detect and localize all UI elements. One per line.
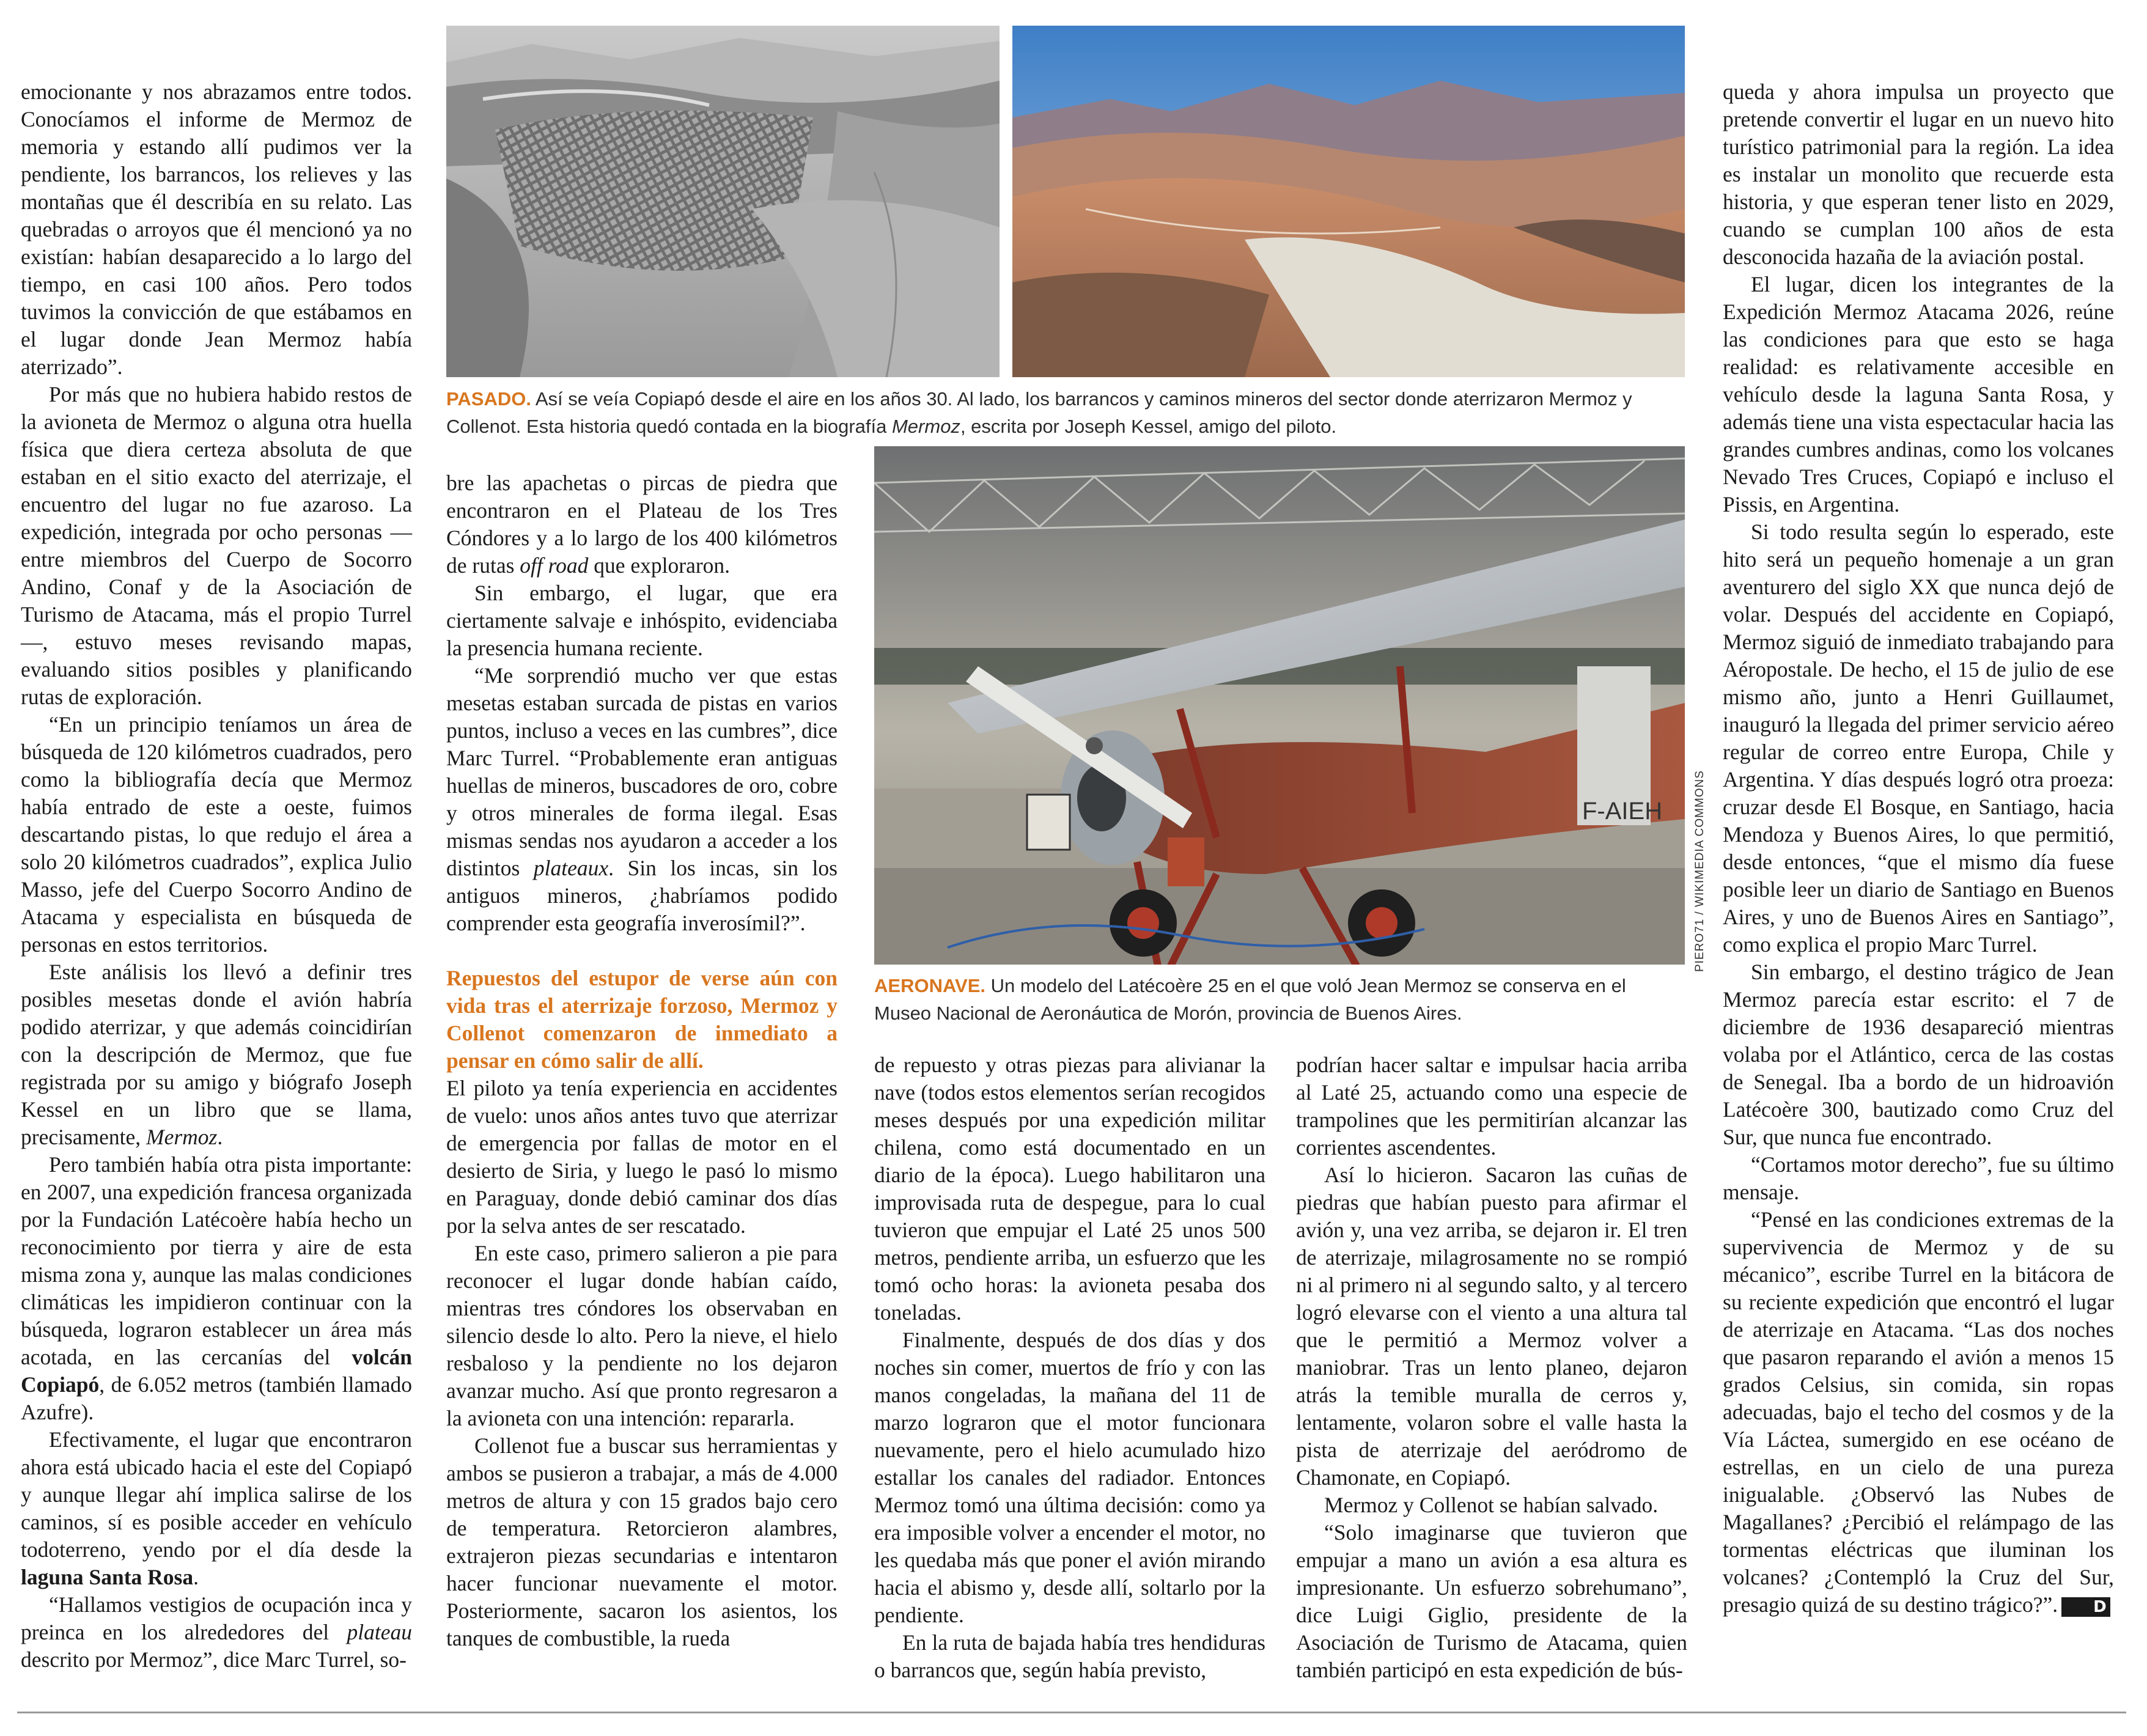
article-column-2 [446,469,838,1652]
article-column-5 [1723,78,2114,1619]
mountain-landscape-photo [1012,26,1685,377]
paragraph: “Me sorprendió mucho ver que estas mesetas estaban surcada de pistas en varios puntos, incluso a veces en las cumbres”, dice Marc Turrel. “Probablemente eran antiguas huellas de mineros, buscadores de oro, cobre y otros minerales de forma ilegal. Esas mismas sendas nos ayudaron a acceder a los distintos plateaux. Sin los incas, sin los antiguos mineros, ¿habríamos podido comprender esta geografía inverosímil?”. [446,663,838,935]
paragraph: Efectivamente, el lugar que encontraron ahora está ubicado hacia el este del Copiapó y aunque llegar ahí implica salirse de los caminos, sí es posible acceder en vehículo todoterreno, yendo por el día desde la laguna Santa Rosa. [21,1427,412,1589]
paragraph: emocionante y nos abrazamos entre todos. Conocíamos el informe de Mermoz de memoria y estando allí pudimos ver la pendiente, los barrancos, los relieves y las montañas que él describía en su relato. Las quebradas o arroyos que él mencionó ya no existían: habían desaparecido a lo largo del tiempo, en casi 100 años. Pero todos tuvimos la convicción de que estábamos en el lugar donde Jean Mermoz había aterrizado”. [21,79,412,379]
paragraph: “Solo imaginarse que tuvieron que empujar a mano un avión a esa altura es impresionante. Un esfuerzo sobrehumano”, dice Luigi Giglio, presidente de la Asociación de Turismo de Atacama, quien también participó en esta expedición de bús- [1296,1520,1687,1682]
paragraph: Collenot fue a buscar sus herramientas y ambos se pusieron a trabajar, a más de 4.000 metros de altura y con 15 grados bajo cero de temperatura. Retorcieron alambres, extrajeron piezas secundarias e intentaron hacer funcionar nuevamente el motor. Posteriormente, sacaron los asientos, los tanques de combustible, la rueda [446,1433,838,1650]
plane-photo-illustration [874,446,1685,965]
paragraph: podrían hacer saltar e impulsar hacia arriba al Laté 25, actuando como una especie de trampolines que les permitirían alcanzar las corrientes ascendentes. [1296,1053,1687,1160]
paragraph: Este análisis los llevó a definir tres posibles mesetas donde el avión habría podido aterrizar, y que además coincidirían con la descripción de Mermoz, que fue registrada por su amigo y biógrafo Joseph Kessel en un libro que se llama, precisamente, Mermoz. [21,960,412,1149]
book-title: Mermoz [146,1125,218,1149]
article-column-4 [1296,1051,1687,1684]
caption-label: AERONAVE. [874,975,986,996]
paragraph: “Pensé en las condiciones extremas de la supervivencia de Mermoz y de su mécanico”, escribe Turrel en la bitácora de su reciente expedición que encontró el lugar de aterrizaje en Atacama. “Las dos noches que pasaron reparando el avión a menos 15 grados Celsius, sin comida, sin ropas adecuadas, bajo el techo del cosmos y de la Vía Láctea, sumergido en ese océano de estrellas, en un cielo de una pureza inigualable. ¿Observó las Nubes de Magallanes? ¿Percibió el relámpago de las tormentas eléctricas que iluminan los volcanes? ¿Contempló la Cruz del Sur, presagio quizá de su destino trágico?”. D [1723,1207,2114,1617]
paragraph: Si todo resulta según lo esperado, este hito será un pequeño homenaje a un gran aventurero del siglo XX que nunca dejó de volar. Después del accidente en Copiapó, Mermoz siguió de inmediato trabajando para Aéropostale. De hecho, el 15 de julio de ese mismo año, junto a Henri Guillaumet, inauguró la llegada del primer servicio aéreo regular de correo entre Europa, Chile y Argentina. Y días después logró otra proeza: cruzar desde El Bosque, en Santiago, hacia Mendoza y Buenos Aires, lo que permitió, desde entonces, “que el mismo día fuese posible leer un diario de Santiago en Buenos Aires, y uno de Buenos Aires en Santiago”, como explica el propio Marc Turrel. [1723,520,2114,957]
paragraph: Sin embargo, el lugar, que era ciertamente salvaje e inhóspito, evidenciaba la presencia humana reciente. [446,581,838,660]
latecoere-plane-photo [874,446,1685,965]
paragraph: Finalmente, después de dos días y dos noches sin comer, muertos de frío y con las manos congeladas, la mañana del 11 de marzo lograron que el motor funcionara nuevamente, pero el hielo acumulado hizo estallar los canales del radiador. Entonces Mermoz tomó una última decisión: como ya era imposible volver a encender el motor, no les quedaba más que poner el avión mirando hacia el abismo y, desde allí, soltarlo por la pendiente. [874,1328,1265,1627]
photo-caption-plane: AERONAVE. Un modelo del Latécoère 25 en el que voló Jean Mermoz se conserva en el Museo Nacional de Aeronáutica de Morón, provincia de Buenos Aires. [874,975,1626,1024]
caption-label: PASADO. [446,388,531,410]
paragraph: de repuesto y otras piezas para alivianar la nave (todos estos elementos serían recogidos meses después por una expedición militar chilena, como está documentado en un diario de la época). Luego habilitaron una improvisada ruta de despegue, para lo cual tuvieron que empujar el Laté 25 unos 500 metros, pendiente arriba, un esfuerzo que les tomó ocho horas: la avioneta pesaba dos toneladas. [874,1053,1265,1325]
paragraph: Mermoz y Collenot se habían salvado. [1324,1493,1659,1517]
photo-caption-top: PASADO. Así se veía Copiapó desde el aire en los años 30. Al lado, los barrancos y caminos mineros del sector donde aterrizaron Mermoz y Collenot. Esta historia quedó contada en la biografía Mermoz, escrita por Joseph Kessel, amigo del piloto. [446,388,1632,437]
paragraph: El piloto ya tenía experiencia en accidentes de vuelo: unos años antes tuvo que aterrizar de emergencia por fallas de motor en el desierto de Siria, y luego le pasó lo mismo en Paraguay, donde debió caminar dos días por la selva antes de ser rescatado. [446,1076,838,1238]
paragraph: bre las apachetas o pircas de piedra que encontraron en el Plateau de los Tres Cóndores y a lo largo de los 400 kilómetros de rutas off road que exploraron. [446,471,838,578]
paragraph: Por más que no hubiera habido restos de la avioneta de Mermoz o alguna otra huella física que diera certeza absoluta de que estaban en el sitio exacto del aterrizaje, el encuentro del lugar no fue azaroso. La expedición, integrada por ocho personas —entre miembros del Cuerpo de Socorro Andino, Conaf y de la Asociación de Turismo de Atacama, más el propio Turrel—, estuvo meses revisando mapas, evaluando sitios posibles y planificando rutas de exploración. [21,382,412,709]
paragraph: El lugar, dicen los integrantes de la Expedición Mermoz Atacama 2026, reúne las condiciones para que esto se haga realidad: es relativamente accesible en vehículo desde la laguna Santa Rosa, y además tiene una vista espectacular hacia las grandes cumbres andinas, como los volcanes Nevado Tres Cruces, Copiapó e incluso el Pissis, en Argentina. [1723,272,2114,517]
paragraph: En la ruta de bajada había tres hendiduras o barrancos que, según había previsto, [874,1630,1265,1682]
paragraph: queda y ahora impulsa un proyecto que pretende convertir el lugar en un nuevo hito turístico patrimonial para la región. La idea es instalar un monolito que recuerde esta historia, y que esperan tener listo en 2029, cuando se cumplan 100 años de esta desconocida hazaña de la aviación postal. [1723,79,2114,269]
pull-quote: Repuestos del estupor de verse aún con vida tras el aterrizaje forzoso, Mermoz y Collenot comenzaron de inmediato a pensar en cómo salir de allí. [446,966,838,1073]
paragraph: Así lo hicieron. Sacaron las cuñas de piedras que habían puesto para afirmar el avión y, una vez arriba, se dejaron ir. El tren de aterrizaje, milagrosamente no se rompió ni al primero ni al segundo salto, y al tercero logró elevarse con el viento a una altura tal que le permitió a Mermoz volver a maniobrar. Tras un lento planeo, dejaron atrás la temible muralla de cerros y, lentamente, volaron sobre el valle hasta la pista de aterrizaje del aeródromo de Chamonate, en Copiapó. [1296,1163,1687,1490]
paragraph: “Hallamos vestigios de ocupación inca y preinca en los alrededores del plateau descrito por Mermoz”, dice Marc Turrel, so- [21,1592,412,1672]
paragraph: “En un principio teníamos un área de búsqueda de 120 kilómetros cuadrados, pero como la bibliografía decía que Mermoz había entrado de este a oeste, fuimos descartando pistas, lo que redujo el área a solo 20 kilómetros cuadrados”, explica Julio Masso, jefe del Cuerpo Socorro Andino de Atacama y especialista en búsqueda de personas en estos territorios. [21,712,412,957]
article-column-3 [874,1051,1265,1684]
plane-registration: F-AIEH [1582,798,1663,825]
aerial-photo-illustration [446,26,1000,377]
paragraph: Sin embargo, el destino trágico de Jean Mermoz parecía estar escrito: el 7 de diciembre de 1936 desapareció mientras volaba por el Atlántico, cerca de las costas de Senegal. Iba a bordo de un hidroavión Latécoère 300, bautizado como Cruz del Sur, que nunca fue encontrado. [1723,960,2114,1149]
paragraph: En este caso, primero salieron a pie para reconocer el lugar donde habían caído, mientras tres cóndores los observaban en silencio desde lo alto. Pero la nieve, el hielo resbaloso y la pendiente no los dejaron avanzar mucho. Así que pronto regresaron a la avioneta con una intención: repararla. [446,1241,838,1430]
end-of-article-mark: D [2061,1597,2110,1617]
bottom-rule [17,1712,2126,1713]
place-highlight: laguna Santa Rosa [21,1565,194,1589]
place-highlight: volcán Copiapó [21,1345,412,1397]
article-column-1 [21,78,412,1674]
mountain-photo-illustration [1012,26,1685,377]
paragraph: Pero también había otra pista importante: en 2007, una expedición francesa organizada por la Fundación Latécoère había hecho un reconocimiento por tierra y aire de esta misma zona y, aunque las malas condiciones climáticas les impidieron continuar con la búsqueda, lograron establecer un área más acotada, en las cercanías del volcán Copiapó, de 6.052 metros (también llamado Azufre). [21,1152,412,1424]
photo-credit: PIERO71 / WIKIMEDIA COMMONS [1693,770,1706,972]
paragraph: “Cortamos motor derecho”, fue su último mensaje. [1723,1152,2114,1204]
aerial-photo-copiapo [446,26,1000,377]
